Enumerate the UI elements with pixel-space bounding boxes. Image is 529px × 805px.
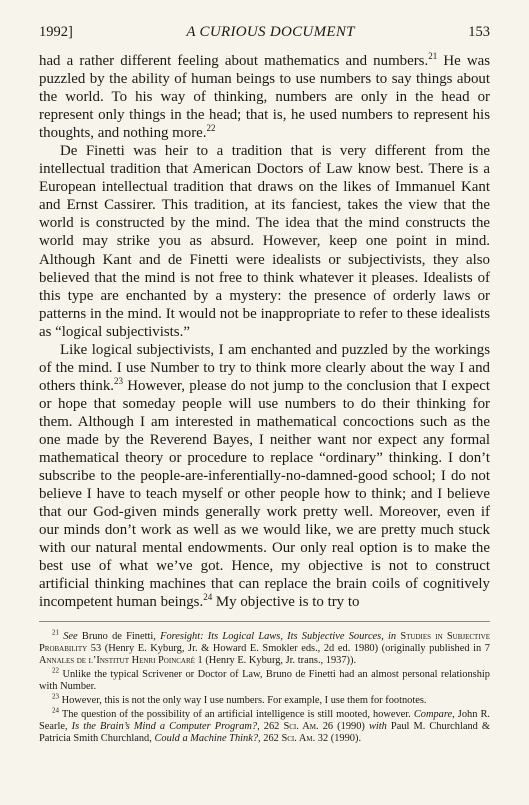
header-title: A CURIOUS DOCUMENT [186,24,355,40]
paragraph-3: Like logical subjectivists, I am enchanted and puzzled by the workings of the mind. I use Number to try to think more clearly about the way I and others think.$^{23}$ However, please do not jump to the conclusion that I expect or hope that someday people will use numbers to do their thinking for them. Although I am interested in mathematical concoctions such as the one made by the Reverend Bayes, I neither want nor expect any formal mathematical theory or procedure to replace “ordinary” thinking. I don’t subscribe to the people-are-inferentially-no-damned-good school; I do not believe I have to teach myself or other people how to think; and I believe that our God-given minds generally work pretty well. Moreover, even if our minds don’t work as well as we would like, we are pretty much stuck with our natural mental endowments. Our only real option is to make the best use of what we’ve got. Hence, my objective is not to construct artificial thinking machines that can replace the brain coils of cognitively incompetent human beings.$^{24}$ My objective is to try to [39,341,490,611]
page-number: 153 [468,24,490,40]
footnote-24: $^{24}$ The question of the possibility of an artificial intelligence is still mooted, however. Compare, John R. Searle, Is the Brain’s Mind a Computer Program?, 262 Sci. Am. 26 (1990) with Paul M. Churchland & Patricia Smith Churchland, Could a Machine Think?, 262 Sci. Am. 32 (1990). [39,706,491,745]
footnote-ref-22[interactable]: 22 [206,123,216,134]
footnote-divider [39,621,490,622]
footnote-ref-21[interactable]: 21 [428,51,438,62]
footnote-22: $^{22}$ Unlike the typical Scrivener or Doctor of Law, Bruno de Finetti had an almost personal relationship with Number. [39,666,490,693]
footnote-21: $^{21}$ See Bruno de Finetti, Foresight: Its Logical Laws, Its Subjective Sources, in Studies in Subjective Probability 53 (Henry E. Kyburg, Jr. & Howard E. Smokler eds., 2d ed. 1980) (originally published in 7 Annales de l’Institut Henri Poincaré 1 (Henry E. Kyburg, Jr. trans., 1937)). [39,628,490,667]
footnote-ref-23[interactable]: 23 [114,375,124,386]
running-header [39,24,490,41]
paragraph-1: had a rather different feeling about mathematics and numbers.$^{21}$ He was puzzled by the ability of human beings to use numbers to say things about the world. To his way of thinking, numbers are only in the head or represent only things in the head; that is, he used numbers to represent his thoughts, and nothing more.$^{22}$ [39,51,491,142]
body-text [39,52,490,611]
paragraph-2: De Finetti was heir to a tradition that is very different from the intellectual tradition that American Doctors of Law know best. There is a European intellectual tradition that draws on the likes of Immanuel Kant and Ernst Cassirer. This tradition, at its fanciest, takes the view that the world is constructed by the mind. The idea that the mind constructs the world may strike you as absurd. However, keep one point in mind. Although Kant and de Finetti were idealists or subjectivists, they also believed that the mind is not free to think whatever it pleases. Idealists of this type are enchanted by a mystery: the presence of orderly laws or patterns in the mind. It would not be inappropriate to refer to these idealists as “logical subjectivists.” [39,143,490,340]
footnotes [39,628,491,747]
footnote-ref-24[interactable]: 24 [203,592,213,603]
header-year: 1992] [39,24,73,40]
footnote-23: $^{23}$ However, this is not the only way I use numbers. For example, I use them for footnotes. [52,692,427,707]
